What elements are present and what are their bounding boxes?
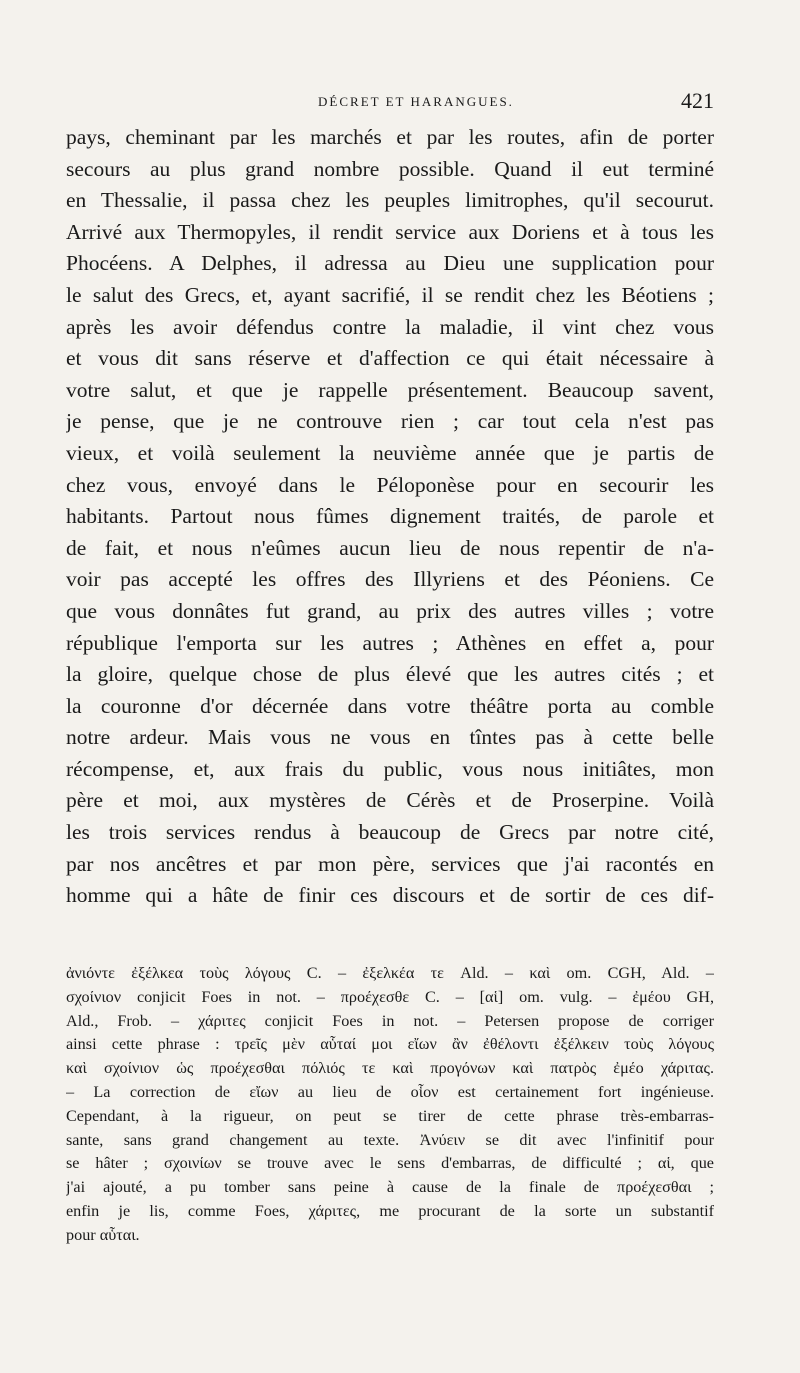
text-line: je pense, que je ne controuve rien ; car tout cela n'est pas [66, 409, 714, 434]
note-line: καὶ σχοίνιον ὡς προέχεσθαι πόλιός τε καὶ προγόνων καὶ πατρὸς ἐμέο χάριτας. [66, 1059, 714, 1078]
note-line: Cependant, à la rigueur, on peut se tirer de cette phrase très-embarras- [66, 1106, 714, 1125]
text-line: vieux, et voilà seulement la neuvième année que je partis de [66, 440, 714, 465]
text-line: pays, cheminant par les marchés et par les routes, afin de porter [66, 125, 714, 149]
text-line: habitants. Partout nous fûmes dignement traités, de parole et [66, 504, 714, 529]
note-line: j'ai ajouté, a pu tomber sans peine à cause de la finale de προέχεσθαι ; [66, 1178, 714, 1197]
text-line: secours au plus grand nombre possible. Quand il eut terminé [66, 156, 714, 181]
text-line: notre ardeur. Mais vous ne vous en tîntes pas à cette belle [66, 725, 714, 750]
text-line: république l'emporta sur les autres ; Athènes en effet a, pour [66, 630, 714, 655]
text-line: homme qui a hâte de finir ces discours et de sortir de ces dif- [66, 883, 714, 908]
note-line: sante, sans grand changement au texte. Ἀνύειν se dit avec l'infinitif pour [66, 1130, 714, 1149]
note-line: pour αὗται. [66, 1225, 140, 1244]
note-line: enfin je lis, comme Foes, χάριτες, me procurant de la sorte un substantif [66, 1201, 714, 1220]
text-line: après les avoir défendus contre la maladie, il vint chez vous [66, 314, 714, 339]
text-line: en Thessalie, il passa chez les peuples limitrophes, qu'il secourut. [66, 188, 714, 213]
note-line: – La correction de εἴων au lieu de οἷον est certainement fort ingénieuse. [66, 1082, 714, 1101]
text-line: Arrivé aux Thermopyles, il rendit service aux Doriens et à tous les [66, 219, 714, 244]
page-number: 421 [681, 88, 714, 113]
text-line: par nos ancêtres et par mon père, services que j'ai racontés en [66, 851, 714, 876]
text-line: que vous donnâtes fut grand, au prix des autres villes ; votre [66, 598, 714, 623]
text-line: et vous dit sans réserve et d'affection ce qui était nécessaire à [66, 346, 714, 371]
note-line: ἀνιόντε ἐξέλκεα τοὺς λόγους C. – ἐξελκέα τε Ald. – καὶ om. CGH, Ald. – [66, 964, 714, 982]
text-line: la gloire, quelque chose de plus élevé que les autres cités ; et [66, 662, 714, 687]
note-line: σχοίνιον conjicit Foes in not. – προέχεσθε C. – [αἱ] om. vulg. – ἐμέου GH, [66, 987, 714, 1006]
running-head: DÉCRET ET HARANGUES. [318, 94, 514, 109]
text-line: récompense, et, aux frais du public, vous nous initiâtes, mon [66, 756, 714, 781]
main-text [66, 122, 714, 912]
note-line: Ald., Frob. – χάριτες conjicit Foes in not. – Petersen propose de corriger [66, 1011, 714, 1030]
note-line: se hâter ; σχοινίων se trouve avec le sens d'embarras, de difficulté ; αἱ, que [66, 1154, 714, 1173]
text-line: Phocéens. A Delphes, il adressa au Dieu une supplication pour [66, 251, 714, 276]
text-line: de fait, et nous n'eûmes aucun lieu de nous repentir de n'a- [66, 535, 714, 560]
text-line: les trois services rendus à beaucoup de Grecs par notre cité, [66, 820, 714, 845]
text-line: le salut des Grecs, et, ayant sacrifié, il se rendit chez les Béotiens ; [66, 282, 714, 307]
text-line: père et moi, aux mystères de Cérès et de Proserpine. Voilà [66, 788, 714, 813]
text-line: voir pas accepté les offres des Illyriens et des Péoniens. Ce [66, 567, 714, 592]
page-header [66, 88, 714, 118]
text-line: la couronne d'or décernée dans votre théâtre porta au comble [66, 693, 714, 718]
text-line: votre salut, et que je rappelle présentement. Beaucoup savent, [66, 377, 714, 402]
note-line: ainsi cette phrase : τρεῖς μὲν αὗταί μοι εἴων ἂν ἐθέλοντι ἐξέλκειν τοὺς λόγους [66, 1035, 714, 1054]
footnotes [66, 962, 714, 1248]
text-line: chez vous, envoyé dans le Péloponèse pour en secourir les [66, 472, 714, 497]
